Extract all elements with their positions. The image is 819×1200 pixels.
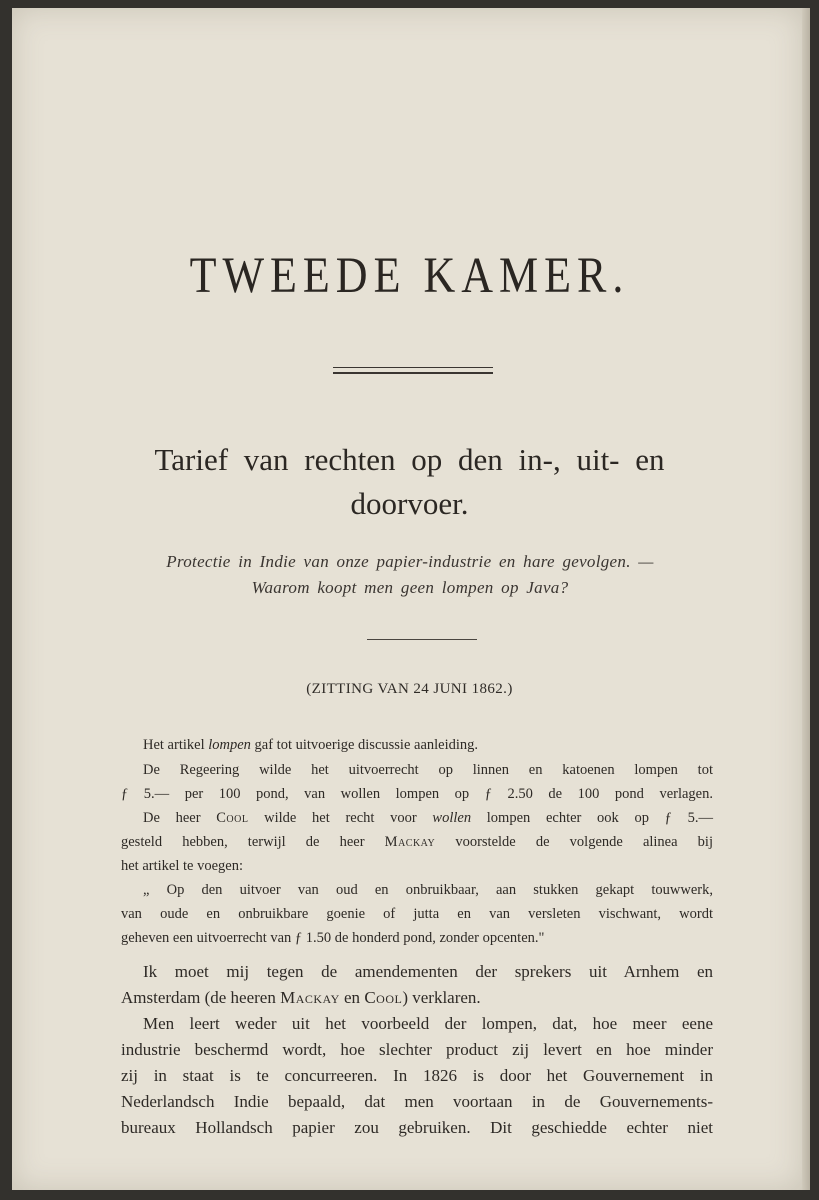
- italic-span: wollen: [432, 810, 472, 826]
- session-date: (ZITTING VAN 24 JUNI 1862.): [306, 681, 513, 697]
- text-span: ) verklaren.: [402, 988, 481, 1007]
- double-rule: [333, 367, 493, 374]
- name-span: Cool: [364, 988, 403, 1007]
- subject-heading: Tarief van rechten op den in-, uit- en doorvoer.: [154, 442, 665, 521]
- page: [12, 8, 802, 1190]
- text-line: het artikel te voegen:: [121, 858, 243, 874]
- text-line: Ik moet mij tegen de amendementen der sprekers uit Arnhem en: [143, 962, 713, 981]
- chamber-title: TWEEDE KAMER.: [189, 247, 630, 304]
- quote-line: „ Op den uitvoer van oud en onbruikbaar, aan stukken gekapt touwwerk,: [143, 882, 713, 898]
- name-span: Cool: [216, 810, 249, 826]
- text-span: Het artikel: [143, 737, 209, 753]
- text-line: De Regeering wilde het uitvoerrecht op linnen en katoenen lompen tot: [143, 762, 713, 778]
- text-span: lompen echter ook op ƒ 5.—: [471, 810, 713, 826]
- page-edge: [802, 8, 810, 1190]
- text-span: gesteld hebben, terwijl de heer: [121, 834, 385, 850]
- text-span: wilde het recht voor: [248, 810, 433, 826]
- text-line: bureaux Hollandsch papier zou gebruiken. Dit geschiedde echter niet: [121, 1118, 713, 1137]
- single-rule: [367, 639, 477, 640]
- quote-line: van oude en onbruikbare goenie of jutta en van versleten vischwant, wordt: [121, 906, 713, 922]
- text-span: Amsterdam (de heeren: [121, 988, 281, 1007]
- name-span: Mackay: [384, 834, 436, 850]
- name-span: Mackay: [280, 988, 340, 1007]
- quote-line: geheven een uitvoerrecht van ƒ 1.50 de honderd pond, zonder opcenten.": [121, 930, 545, 946]
- text-line: zij in staat is te concurreeren. In 1826 is door het Gouvernement in: [121, 1066, 713, 1085]
- summary-line-1: Protectie in Indie van onze papier-industrie en hare gevolgen. —: [166, 552, 654, 571]
- italic-span: lompen: [208, 737, 251, 753]
- text-span: en: [339, 988, 365, 1007]
- summary-line-2: Waarom koopt men geen lompen op Java?: [251, 578, 569, 597]
- text-line: [143, 737, 713, 754]
- text-line: [121, 988, 713, 1008]
- text-span: De heer: [143, 810, 217, 826]
- text-line: [143, 810, 713, 827]
- text-line: [121, 834, 713, 851]
- text-span: voorstelde de volgende alinea bij: [435, 834, 713, 850]
- text-line: Men leert weder uit het voorbeeld der lompen, dat, hoe meer eene: [143, 1014, 713, 1033]
- text-span: gaf tot uitvoerige discussie aanleiding.: [250, 737, 479, 753]
- text-line: ƒ 5.— per 100 pond, van wollen lompen op ƒ 2.50 de 100 pond verlagen.: [121, 786, 713, 802]
- text-line: industrie beschermd wordt, hoe slechter product zij levert en hoe minder: [121, 1040, 713, 1059]
- text-line: Nederlandsch Indie bepaald, dat men voortaan in de Gouvernements-: [121, 1092, 713, 1111]
